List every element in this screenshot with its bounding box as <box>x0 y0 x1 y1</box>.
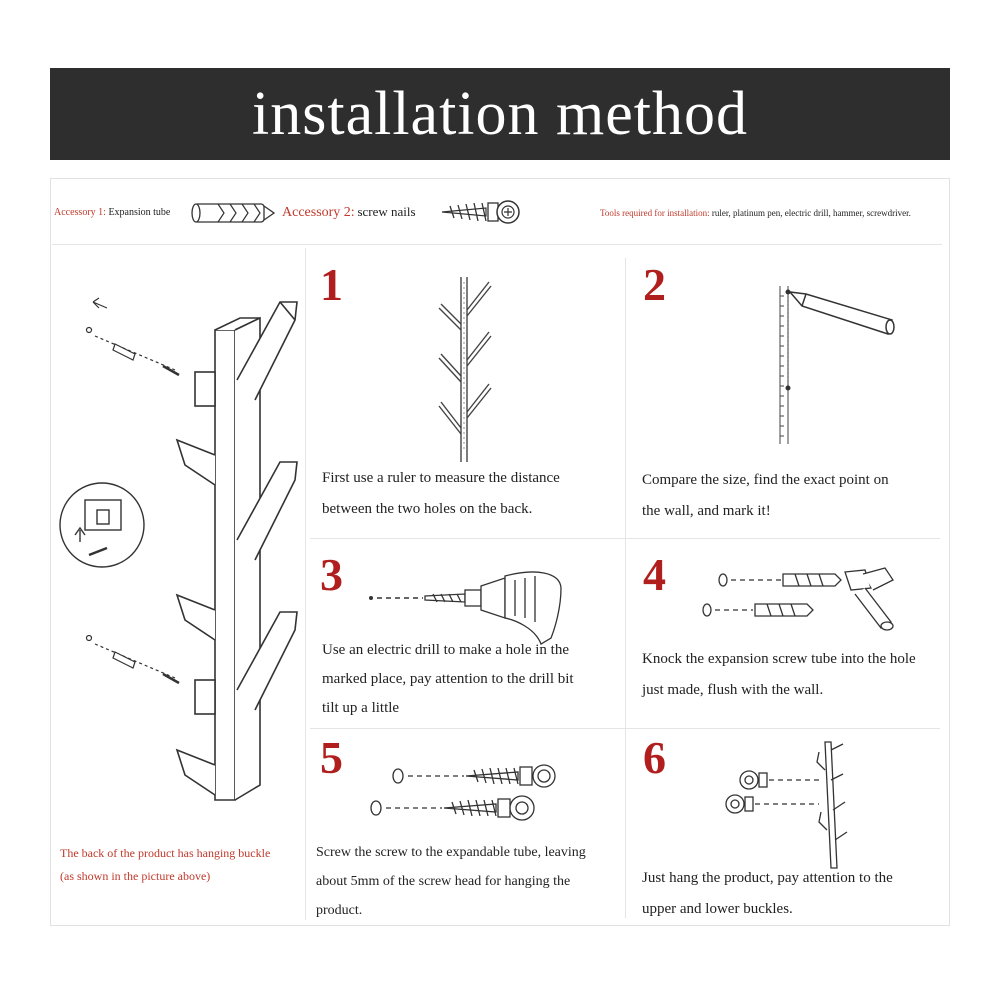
accessory-2 <box>282 204 416 221</box>
step-5-description <box>316 838 621 925</box>
step-1-description <box>322 463 622 525</box>
step-6-number: 6 <box>643 732 666 783</box>
step-3-number: 3 <box>320 549 343 600</box>
expansion-tube-icon <box>190 196 276 230</box>
row-divider <box>310 538 940 539</box>
column-divider <box>305 248 306 920</box>
step-2-description <box>642 465 942 527</box>
step-4-line1: Knock the expansion screw tube into the hole <box>642 651 916 667</box>
step-3-line2: marked place, pay attention to the drill bit <box>322 671 574 687</box>
row-divider <box>310 728 940 729</box>
step-3-line1: Use an electric drill to make a hole in the <box>322 642 569 658</box>
rack-exploded-illustration <box>55 280 305 840</box>
accessory-2-label: Accessory 2: <box>282 205 355 220</box>
hammer-illustration <box>695 566 905 636</box>
step-5-line2: about 5mm of the screw head for hanging the <box>316 874 571 889</box>
product-note-line1: The back of the product has hanging buckle <box>60 846 271 860</box>
column-divider <box>625 258 626 918</box>
step-6-description <box>642 863 942 925</box>
step-4-description <box>642 644 942 706</box>
accessory-1 <box>54 207 170 218</box>
step-4-number: 4 <box>643 549 666 600</box>
product-note <box>60 842 300 888</box>
step-1-line2: between the two holes on the back. <box>322 501 533 517</box>
step-6-line1: Just hang the product, pay attention to the <box>642 870 893 886</box>
page-title: installation method <box>252 80 748 148</box>
tools-label: Tools required for installation: <box>600 208 710 218</box>
row-divider <box>52 244 942 245</box>
step-1-number: 1 <box>320 259 343 310</box>
buckle-detail-circle <box>60 483 144 567</box>
step-2-line2: the wall, and mark it! <box>642 503 771 519</box>
hanging-rack-illustration <box>715 740 865 870</box>
step-3-description <box>322 636 622 723</box>
accessory-1-label: Accessory 1: <box>54 207 106 218</box>
step-3-line3: tilt up a little <box>322 700 400 716</box>
title-banner <box>50 68 950 160</box>
step-2-line1: Compare the size, find the exact point on <box>642 472 889 488</box>
step-5-line1: Screw the screw to the expandable tube, leaving <box>316 845 586 860</box>
screw-nail-icon <box>440 194 520 230</box>
step-5-line3: product. <box>316 903 363 918</box>
step-4-line2: just made, flush with the wall. <box>642 682 824 698</box>
step-1-line1: First use a ruler to measure the distance <box>322 470 560 486</box>
screws-illustration <box>368 760 568 832</box>
tools-list: ruler, platinum pen, electric drill, hammer, screwdriver. <box>711 208 911 218</box>
accessory-2-name: screw nails <box>357 204 416 219</box>
tools-required <box>600 208 911 218</box>
accessory-1-name: Expansion tube <box>108 207 171 218</box>
ruler-pencil-illustration <box>770 284 900 446</box>
step-6-line2: upper and lower buckles. <box>642 901 793 917</box>
step-5-number: 5 <box>320 732 343 783</box>
product-note-line2: (as shown in the picture above) <box>60 869 211 883</box>
step-2-number: 2 <box>643 259 666 310</box>
ruler-rack-illustration <box>435 272 495 467</box>
